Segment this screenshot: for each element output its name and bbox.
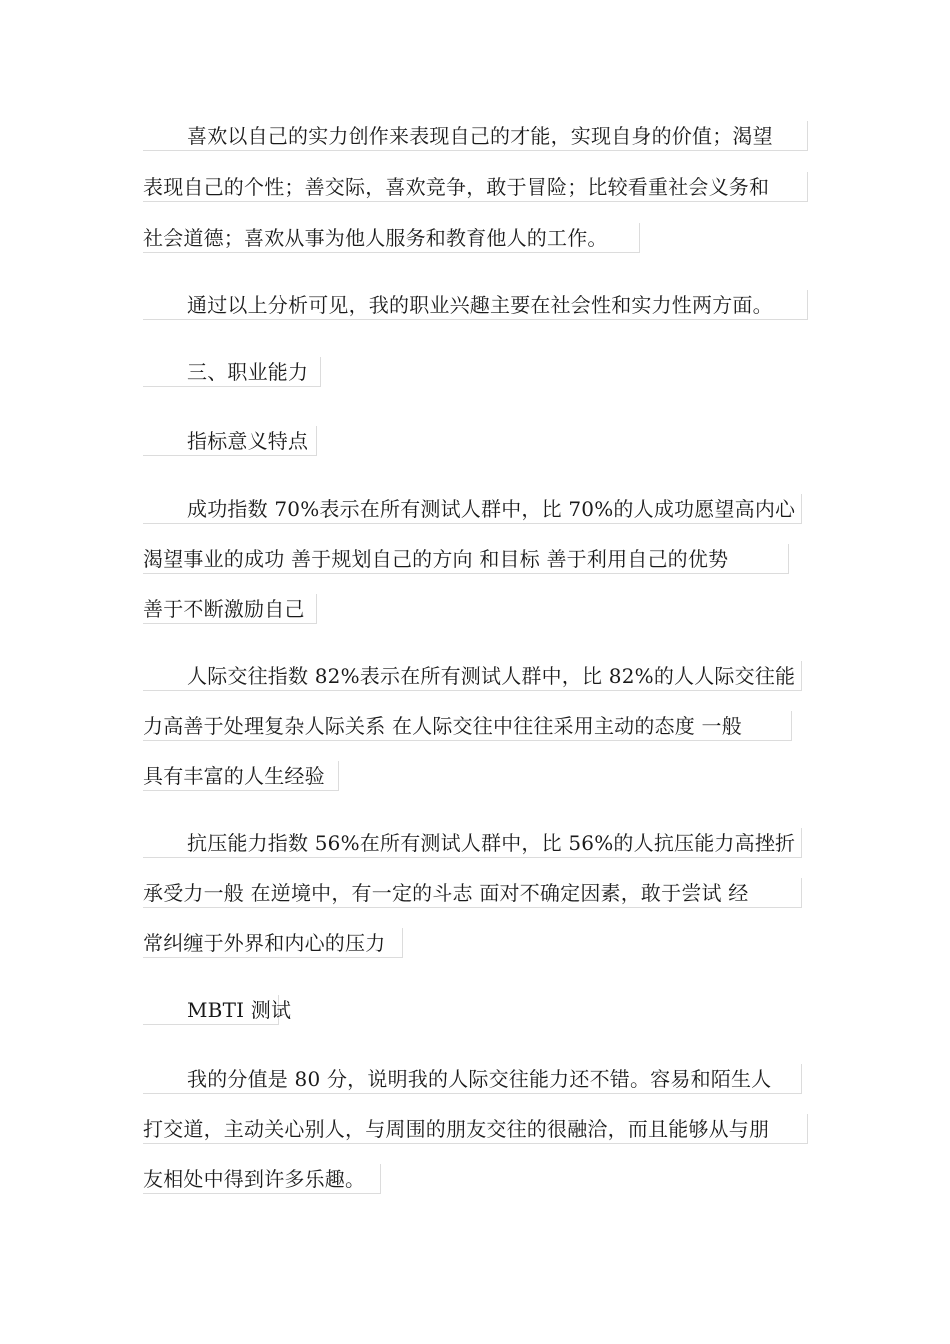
subheading-indicator-meaning: 指标意义特点 [143, 426, 317, 456]
interpersonal-index-line-3: 具有丰富的人生经验 [143, 761, 339, 791]
interpersonal-index-line-1: 人际交往指数 82%表示在所有测试人群中，比 82%的人人际交往能 [143, 661, 802, 691]
section-heading-career-ability: 三、职业能力 [143, 357, 321, 387]
paragraph-2-line-1: 通过以上分析可见，我的职业兴趣主要在社会性和实力性两方面。 [143, 290, 808, 320]
stress-index-line-3: 常纠缠于外界和内心的压力 [143, 928, 403, 958]
subheading-mbti-test: MBTI 测试 [143, 995, 279, 1025]
paragraph-1-line-2: 表现自己的个性；善交际，喜欢竞争，敢于冒险；比较看重社会义务和 [143, 172, 808, 202]
mbti-paragraph-line-2: 打交道，主动关心别人，与周围的朋友交往的很融洽，而且能够从与朋 [143, 1114, 808, 1144]
mbti-paragraph-line-1: 我的分值是 80 分，说明我的人际交往能力还不错。容易和陌生人 [143, 1064, 802, 1094]
success-index-line-1: 成功指数 70%表示在所有测试人群中，比 70%的人成功愿望高内心 [143, 494, 802, 524]
stress-index-line-2: 承受力一般 在逆境中，有一定的斗志 面对不确定因素，敢于尝试 经 [143, 878, 802, 908]
success-index-line-2: 渴望事业的成功 善于规划自己的方向 和目标 善于利用自己的优势 [143, 544, 789, 574]
paragraph-1-line-3: 社会道德；喜欢从事为他人服务和教育他人的工作。 [143, 223, 640, 253]
interpersonal-index-line-2: 力高善于处理复杂人际关系 在人际交往中往往采用主动的态度 一般 [143, 711, 792, 741]
mbti-paragraph-line-3: 友相处中得到许多乐趣。 [143, 1164, 381, 1194]
paragraph-1-line-1: 喜欢以自己的实力创作来表现自己的才能，实现自身的价值；渴望 [143, 121, 808, 151]
success-index-line-3: 善于不断激励自己 [143, 594, 317, 624]
stress-index-line-1: 抗压能力指数 56%在所有测试人群中，比 56%的人抗压能力高挫折 [143, 828, 802, 858]
